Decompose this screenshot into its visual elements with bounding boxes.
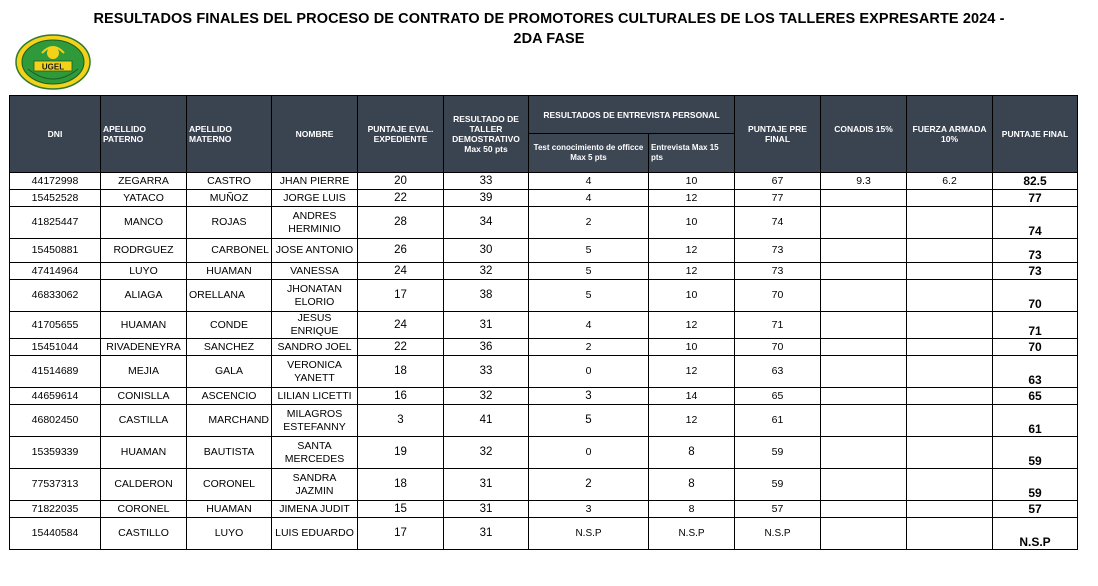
puntaje-pre-cell: 63 bbox=[735, 356, 821, 388]
entrevista-cell: 10 bbox=[649, 280, 735, 312]
nombre-cell: LUIS EDUARDO bbox=[272, 518, 358, 550]
resultado-taller-cell: 32 bbox=[444, 437, 529, 469]
resultado-taller-cell: 41 bbox=[444, 405, 529, 437]
puntaje-pre-cell: N.S.P bbox=[735, 518, 821, 550]
apellido-materno-cell: CASTRO bbox=[187, 173, 272, 190]
table-row bbox=[10, 356, 1078, 388]
nombre-cell: JORGE LUIS bbox=[272, 190, 358, 207]
dni-cell: 41514689 bbox=[10, 356, 101, 388]
fuerza-armada-cell bbox=[907, 356, 993, 388]
dni-cell: 15450881 bbox=[10, 239, 101, 263]
test-office-cell: 2 bbox=[529, 469, 649, 501]
dni-cell: 44172998 bbox=[10, 173, 101, 190]
header-dni: DNI bbox=[10, 96, 101, 173]
conadis-cell bbox=[821, 501, 907, 518]
apellido-paterno-cell: RODRGUEZ bbox=[101, 239, 187, 263]
table-row bbox=[10, 190, 1078, 207]
apellido-materno-cell: MUÑOZ bbox=[187, 190, 272, 207]
puntaje-final-cell: 82.5 bbox=[993, 173, 1078, 190]
apellido-paterno-cell: MANCO bbox=[101, 207, 187, 239]
conadis-cell bbox=[821, 239, 907, 263]
nombre-cell: SANDRO JOEL bbox=[272, 339, 358, 356]
puntaje-final-cell: 70 bbox=[993, 339, 1078, 356]
nombre-cell: ANDRES HERMINIO bbox=[272, 207, 358, 239]
puntaje-eval-cell: 28 bbox=[358, 207, 444, 239]
fuerza-armada-cell bbox=[907, 388, 993, 405]
header-nombre: NOMBRE bbox=[272, 96, 358, 173]
resultado-taller-cell: 39 bbox=[444, 190, 529, 207]
puntaje-pre-cell: 67 bbox=[735, 173, 821, 190]
puntaje-final-cell: 61 bbox=[993, 405, 1078, 437]
entrevista-cell: 10 bbox=[649, 207, 735, 239]
table-row bbox=[10, 263, 1078, 280]
apellido-paterno-cell: RIVADENEYRA bbox=[101, 339, 187, 356]
puntaje-pre-cell: 59 bbox=[735, 469, 821, 501]
apellido-materno-cell: HUAMAN bbox=[187, 501, 272, 518]
apellido-materno-cell: GALA bbox=[187, 356, 272, 388]
dni-cell: 41825447 bbox=[10, 207, 101, 239]
header-entrevista-group: RESULTADOS DE ENTREVISTA PERSONAL bbox=[529, 96, 735, 134]
conadis-cell bbox=[821, 263, 907, 280]
fuerza-armada-cell bbox=[907, 263, 993, 280]
test-office-cell: 2 bbox=[529, 339, 649, 356]
test-office-cell: 2 bbox=[529, 207, 649, 239]
title-line-1: RESULTADOS FINALES DEL PROCESO DE CONTRATO DE PROMOTORES CULTURALES DE LOS TALLERES EXPRESARTE 2024 - bbox=[93, 11, 1005, 27]
puntaje-eval-cell: 19 bbox=[358, 437, 444, 469]
puntaje-eval-cell: 20 bbox=[358, 173, 444, 190]
table-row bbox=[10, 469, 1078, 501]
table-row bbox=[10, 501, 1078, 518]
dni-cell: 15451044 bbox=[10, 339, 101, 356]
resultado-taller-cell: 31 bbox=[444, 312, 529, 339]
header-fuerza-armada: FUERZA ARMADA 10% bbox=[907, 96, 993, 173]
conadis-cell bbox=[821, 388, 907, 405]
puntaje-pre-cell: 73 bbox=[735, 239, 821, 263]
table-row bbox=[10, 437, 1078, 469]
dni-cell: 15359339 bbox=[10, 437, 101, 469]
results-table bbox=[9, 95, 1078, 550]
puntaje-eval-cell: 18 bbox=[358, 469, 444, 501]
conadis-cell bbox=[821, 405, 907, 437]
puntaje-eval-cell: 3 bbox=[358, 405, 444, 437]
table-row bbox=[10, 388, 1078, 405]
fuerza-armada-cell bbox=[907, 518, 993, 550]
test-office-cell: 5 bbox=[529, 280, 649, 312]
header-conadis: CONADIS 15% bbox=[821, 96, 907, 173]
puntaje-pre-cell: 61 bbox=[735, 405, 821, 437]
entrevista-cell: 10 bbox=[649, 173, 735, 190]
entrevista-cell: 12 bbox=[649, 405, 735, 437]
resultado-taller-cell: 31 bbox=[444, 469, 529, 501]
conadis-cell bbox=[821, 339, 907, 356]
apellido-materno-cell: BAUTISTA bbox=[187, 437, 272, 469]
fuerza-armada-cell: 6.2 bbox=[907, 173, 993, 190]
test-office-cell: 5 bbox=[529, 263, 649, 280]
entrevista-cell: N.S.P bbox=[649, 518, 735, 550]
apellido-paterno-cell: CORONEL bbox=[101, 501, 187, 518]
table-row bbox=[10, 312, 1078, 339]
apellido-paterno-cell: YATACO bbox=[101, 190, 187, 207]
nombre-cell: JHONATAN ELORIO bbox=[272, 280, 358, 312]
puntaje-eval-cell: 24 bbox=[358, 263, 444, 280]
resultado-taller-cell: 32 bbox=[444, 263, 529, 280]
puntaje-final-cell: 70 bbox=[993, 280, 1078, 312]
entrevista-cell: 8 bbox=[649, 501, 735, 518]
table-row bbox=[10, 405, 1078, 437]
dni-cell: 15440584 bbox=[10, 518, 101, 550]
nombre-cell: JESUS ENRIQUE bbox=[272, 312, 358, 339]
dni-cell: 77537313 bbox=[10, 469, 101, 501]
dni-cell: 46833062 bbox=[10, 280, 101, 312]
conadis-cell: 9.3 bbox=[821, 173, 907, 190]
test-office-cell: 4 bbox=[529, 190, 649, 207]
apellido-paterno-cell: HUAMAN bbox=[101, 312, 187, 339]
conadis-cell bbox=[821, 437, 907, 469]
table-row bbox=[10, 207, 1078, 239]
puntaje-pre-cell: 74 bbox=[735, 207, 821, 239]
apellido-paterno-cell: LUYO bbox=[101, 263, 187, 280]
table-row bbox=[10, 339, 1078, 356]
dni-cell: 71822035 bbox=[10, 501, 101, 518]
apellido-paterno-cell: ZEGARRA bbox=[101, 173, 187, 190]
dni-cell: 46802450 bbox=[10, 405, 101, 437]
nombre-cell: SANTA MERCEDES bbox=[272, 437, 358, 469]
apellido-materno-cell: LUYO bbox=[187, 518, 272, 550]
puntaje-final-cell: 73 bbox=[993, 239, 1078, 263]
puntaje-eval-cell: 15 bbox=[358, 501, 444, 518]
conadis-cell bbox=[821, 469, 907, 501]
conadis-cell bbox=[821, 518, 907, 550]
apellido-materno-cell: SANCHEZ bbox=[187, 339, 272, 356]
apellido-materno-cell: ROJAS bbox=[187, 207, 272, 239]
entrevista-cell: 12 bbox=[649, 263, 735, 280]
puntaje-final-cell: 77 bbox=[993, 190, 1078, 207]
apellido-materno-cell: HUAMAN bbox=[187, 263, 272, 280]
test-office-cell: 5 bbox=[529, 239, 649, 263]
puntaje-pre-cell: 77 bbox=[735, 190, 821, 207]
conadis-cell bbox=[821, 280, 907, 312]
fuerza-armada-cell bbox=[907, 312, 993, 339]
apellido-paterno-cell: ALIAGA bbox=[101, 280, 187, 312]
puntaje-eval-cell: 24 bbox=[358, 312, 444, 339]
fuerza-armada-cell bbox=[907, 437, 993, 469]
dni-cell: 44659614 bbox=[10, 388, 101, 405]
puntaje-final-cell: 59 bbox=[993, 469, 1078, 501]
fuerza-armada-cell bbox=[907, 339, 993, 356]
puntaje-eval-cell: 17 bbox=[358, 518, 444, 550]
puntaje-eval-cell: 17 bbox=[358, 280, 444, 312]
resultado-taller-cell: 38 bbox=[444, 280, 529, 312]
nombre-cell: VERONICA YANETT bbox=[272, 356, 358, 388]
conadis-cell bbox=[821, 190, 907, 207]
fuerza-armada-cell bbox=[907, 239, 993, 263]
test-office-cell: 4 bbox=[529, 173, 649, 190]
puntaje-final-cell: 63 bbox=[993, 356, 1078, 388]
dni-cell: 47414964 bbox=[10, 263, 101, 280]
fuerza-armada-cell bbox=[907, 405, 993, 437]
fuerza-armada-cell bbox=[907, 280, 993, 312]
fuerza-armada-cell bbox=[907, 190, 993, 207]
puntaje-eval-cell: 18 bbox=[358, 356, 444, 388]
resultado-taller-cell: 30 bbox=[444, 239, 529, 263]
header-puntaje-final: PUNTAJE FINAL bbox=[993, 96, 1078, 173]
apellido-paterno-cell: MEJIA bbox=[101, 356, 187, 388]
conadis-cell bbox=[821, 312, 907, 339]
table-row bbox=[10, 518, 1078, 550]
apellido-materno-cell: CONDE bbox=[187, 312, 272, 339]
puntaje-pre-cell: 59 bbox=[735, 437, 821, 469]
resultado-taller-cell: 33 bbox=[444, 173, 529, 190]
entrevista-cell: 12 bbox=[649, 239, 735, 263]
resultado-taller-cell: 34 bbox=[444, 207, 529, 239]
nombre-cell: VANESSA bbox=[272, 263, 358, 280]
entrevista-cell: 8 bbox=[649, 437, 735, 469]
nombre-cell: JOSE ANTONIO bbox=[272, 239, 358, 263]
test-office-cell: N.S.P bbox=[529, 518, 649, 550]
header-test-office: Test conocimiento de officce Max 5 pts bbox=[529, 134, 649, 173]
puntaje-final-cell: 57 bbox=[993, 501, 1078, 518]
test-office-cell: 0 bbox=[529, 356, 649, 388]
test-office-cell: 3 bbox=[529, 388, 649, 405]
fuerza-armada-cell bbox=[907, 469, 993, 501]
apellido-paterno-cell: CASTILLA bbox=[101, 405, 187, 437]
puntaje-pre-cell: 71 bbox=[735, 312, 821, 339]
entrevista-cell: 14 bbox=[649, 388, 735, 405]
apellido-materno-cell: MARCHAND bbox=[187, 405, 272, 437]
table-row bbox=[10, 280, 1078, 312]
header-entrevista: Entrevista Max 15 pts bbox=[649, 134, 735, 173]
nombre-cell: MILAGROS ESTEFANNY bbox=[272, 405, 358, 437]
test-office-cell: 3 bbox=[529, 501, 649, 518]
nombre-cell: SANDRA JAZMIN bbox=[272, 469, 358, 501]
puntaje-eval-cell: 22 bbox=[358, 190, 444, 207]
header-puntaje-eval: PUNTAJE EVAL. EXPEDIENTE bbox=[358, 96, 444, 173]
resultado-taller-cell: 31 bbox=[444, 501, 529, 518]
test-office-cell: 4 bbox=[529, 312, 649, 339]
apellido-paterno-cell: CONISLLA bbox=[101, 388, 187, 405]
ugel-logo bbox=[14, 33, 92, 91]
puntaje-pre-cell: 65 bbox=[735, 388, 821, 405]
table-row bbox=[10, 239, 1078, 263]
puntaje-final-cell: N.S.P bbox=[993, 518, 1078, 550]
puntaje-pre-cell: 57 bbox=[735, 501, 821, 518]
entrevista-cell: 12 bbox=[649, 356, 735, 388]
entrevista-cell: 10 bbox=[649, 339, 735, 356]
test-office-cell: 5 bbox=[529, 405, 649, 437]
puntaje-final-cell: 71 bbox=[993, 312, 1078, 339]
resultado-taller-cell: 32 bbox=[444, 388, 529, 405]
dni-cell: 41705655 bbox=[10, 312, 101, 339]
entrevista-cell: 12 bbox=[649, 190, 735, 207]
puntaje-pre-cell: 70 bbox=[735, 280, 821, 312]
resultado-taller-cell: 33 bbox=[444, 356, 529, 388]
logo-text: UGEL bbox=[41, 62, 65, 72]
puntaje-final-cell: 74 bbox=[993, 207, 1078, 239]
puntaje-pre-cell: 70 bbox=[735, 339, 821, 356]
conadis-cell bbox=[821, 356, 907, 388]
puntaje-final-cell: 65 bbox=[993, 388, 1078, 405]
fuerza-armada-cell bbox=[907, 207, 993, 239]
apellido-paterno-cell: HUAMAN bbox=[101, 437, 187, 469]
header-apellido-materno: APELLIDO MATERNO bbox=[187, 96, 272, 173]
puntaje-eval-cell: 16 bbox=[358, 388, 444, 405]
table-row bbox=[10, 173, 1078, 190]
puntaje-final-cell: 59 bbox=[993, 437, 1078, 469]
nombre-cell: LILIAN LICETTI bbox=[272, 388, 358, 405]
puntaje-eval-cell: 26 bbox=[358, 239, 444, 263]
nombre-cell: JHAN PIERRE bbox=[272, 173, 358, 190]
page-title bbox=[0, 9, 1098, 49]
puntaje-eval-cell: 22 bbox=[358, 339, 444, 356]
entrevista-cell: 12 bbox=[649, 312, 735, 339]
conadis-cell bbox=[821, 207, 907, 239]
apellido-paterno-cell: CALDERON bbox=[101, 469, 187, 501]
header-puntaje-pre: PUNTAJE PRE FINAL bbox=[735, 96, 821, 173]
apellido-materno-cell: ASCENCIO bbox=[187, 388, 272, 405]
title-line-2: 2DA FASE bbox=[513, 31, 585, 47]
nombre-cell: JIMENA JUDIT bbox=[272, 501, 358, 518]
apellido-materno-cell: ORELLANA bbox=[187, 280, 272, 312]
entrevista-cell: 8 bbox=[649, 469, 735, 501]
fuerza-armada-cell bbox=[907, 501, 993, 518]
apellido-materno-cell: CORONEL bbox=[187, 469, 272, 501]
apellido-paterno-cell: CASTILLO bbox=[101, 518, 187, 550]
apellido-materno-cell: CARBONEL bbox=[187, 239, 272, 263]
dni-cell: 15452528 bbox=[10, 190, 101, 207]
test-office-cell: 0 bbox=[529, 437, 649, 469]
puntaje-pre-cell: 73 bbox=[735, 263, 821, 280]
resultado-taller-cell: 36 bbox=[444, 339, 529, 356]
header-resultado-taller: RESULTADO DE TALLER DEMOSTRATIVO Max 50 pts bbox=[444, 96, 529, 173]
header-apellido-paterno: APELLIDO PATERNO bbox=[101, 96, 187, 173]
resultado-taller-cell: 31 bbox=[444, 518, 529, 550]
puntaje-final-cell: 73 bbox=[993, 263, 1078, 280]
